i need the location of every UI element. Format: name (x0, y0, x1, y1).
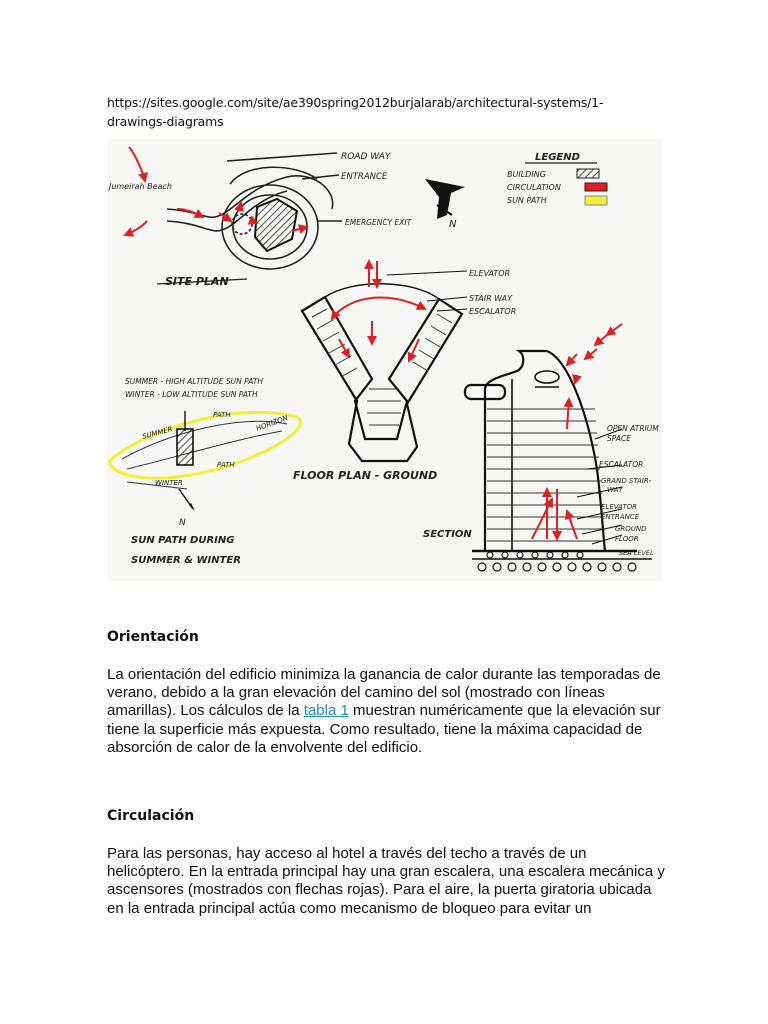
section-label-elevator: ELEVATOR (601, 503, 637, 511)
architectural-sketch-image (107, 139, 662, 581)
sun-label-summer-tag: SUMMER (141, 425, 174, 441)
section-label-space: SPACE (607, 434, 632, 443)
section-label-grand-stairway-2: WAY (607, 486, 623, 494)
sun-label-path-top: PATH (213, 411, 231, 419)
sun-label-summer: SUMMER - HIGH ALTITUDE SUN PATH (125, 377, 264, 386)
site-label-entrance: ENTRANCE (341, 172, 388, 182)
north-arrow-icon (425, 179, 465, 230)
site-label-beach: Jumeirah Beach (109, 182, 172, 191)
paragraph-circulation: Para las personas, hay acceso al hotel a través del techo a través de un helicóptero. En la entrada principal hay una gran escalera, una escalera mecánica y ascensores (mostrados con flechas rojas). Para el aire, la puerta giratoria ubicada en la entrada principal actúa como mecanismo de bloqueo para evitar un (107, 845, 665, 917)
section-label-sea-level: SEA LEVEL (619, 549, 654, 557)
heading-circulation: Circulación (107, 808, 195, 824)
source-url: https://sites.google.com/site/ae390spring2012burjalarab/architectural-systems/1-drawings-diagrams (107, 95, 604, 129)
legend-label-sun-path: SUN PATH (507, 196, 547, 205)
svg-text:N: N (449, 219, 457, 230)
section-label-escalator: ESCALATOR (599, 460, 644, 469)
site-plan-title: SITE PLAN (165, 275, 229, 288)
section-label-floor: FLOOR (615, 535, 639, 543)
floor-label-escalator: ESCALATOR (469, 307, 517, 316)
section-label-grand-stairway: GRAND STAIR- (601, 477, 652, 485)
heading-orientation: Orientación (107, 629, 199, 645)
floor-label-stairway: STAIR WAY (469, 294, 513, 303)
legend-swatch-building (577, 169, 599, 178)
legend-label-circulation: CIRCULATION (507, 183, 561, 192)
section-label-entrance: ENTRANCE (601, 513, 640, 521)
paragraph-orientation: La orientación del edificio minimiza la ganancia de calor durante las temporadas de verano, debido a la gran elevación del camino del sol (mostrado con líneas amarillas). Los cálculos de la tabla 1 muestran numéricamente que la elevación sur tiene la superficie más expuesta. Como resultado, tiene la máxima capacidad de absorción de calor de la envolvente del edificio. (107, 666, 661, 756)
site-label-road-way: ROAD WAY (341, 152, 391, 162)
site-plan (157, 153, 342, 284)
sun-label-horizon: HORIZON (254, 413, 289, 433)
sun-label-path-bottom: PATH (217, 461, 235, 469)
legend-label-building: BUILDING (507, 170, 546, 179)
floor-label-elevator: ELEVATOR (469, 269, 511, 278)
site-label-emergency-exit: EMERGENCY EXIT (345, 218, 412, 227)
sun-title-line2: SUMMER & WINTER (131, 555, 241, 566)
legend (507, 152, 607, 205)
floor-plan (302, 271, 467, 461)
legend-title: LEGEND (535, 152, 580, 163)
tabla-1-link[interactable]: tabla 1 (303, 702, 349, 720)
sun-label-winter: WINTER - LOW ALTITUDE SUN PATH (125, 390, 258, 399)
legend-swatch-sun-path (585, 196, 607, 205)
sun-title-line1: SUN PATH DURING (131, 535, 235, 546)
section-label-open-atrium: OPEN ATRIUM (607, 424, 659, 433)
sun-label-winter-tag: WINTER (155, 479, 183, 487)
sun-north-label: N (179, 518, 186, 528)
legend-swatch-circulation (585, 183, 607, 191)
section-label-ground: GROUND (615, 525, 647, 533)
section-title: SECTION (423, 529, 472, 540)
floor-plan-title: FLOOR PLAN - GROUND (293, 469, 438, 482)
